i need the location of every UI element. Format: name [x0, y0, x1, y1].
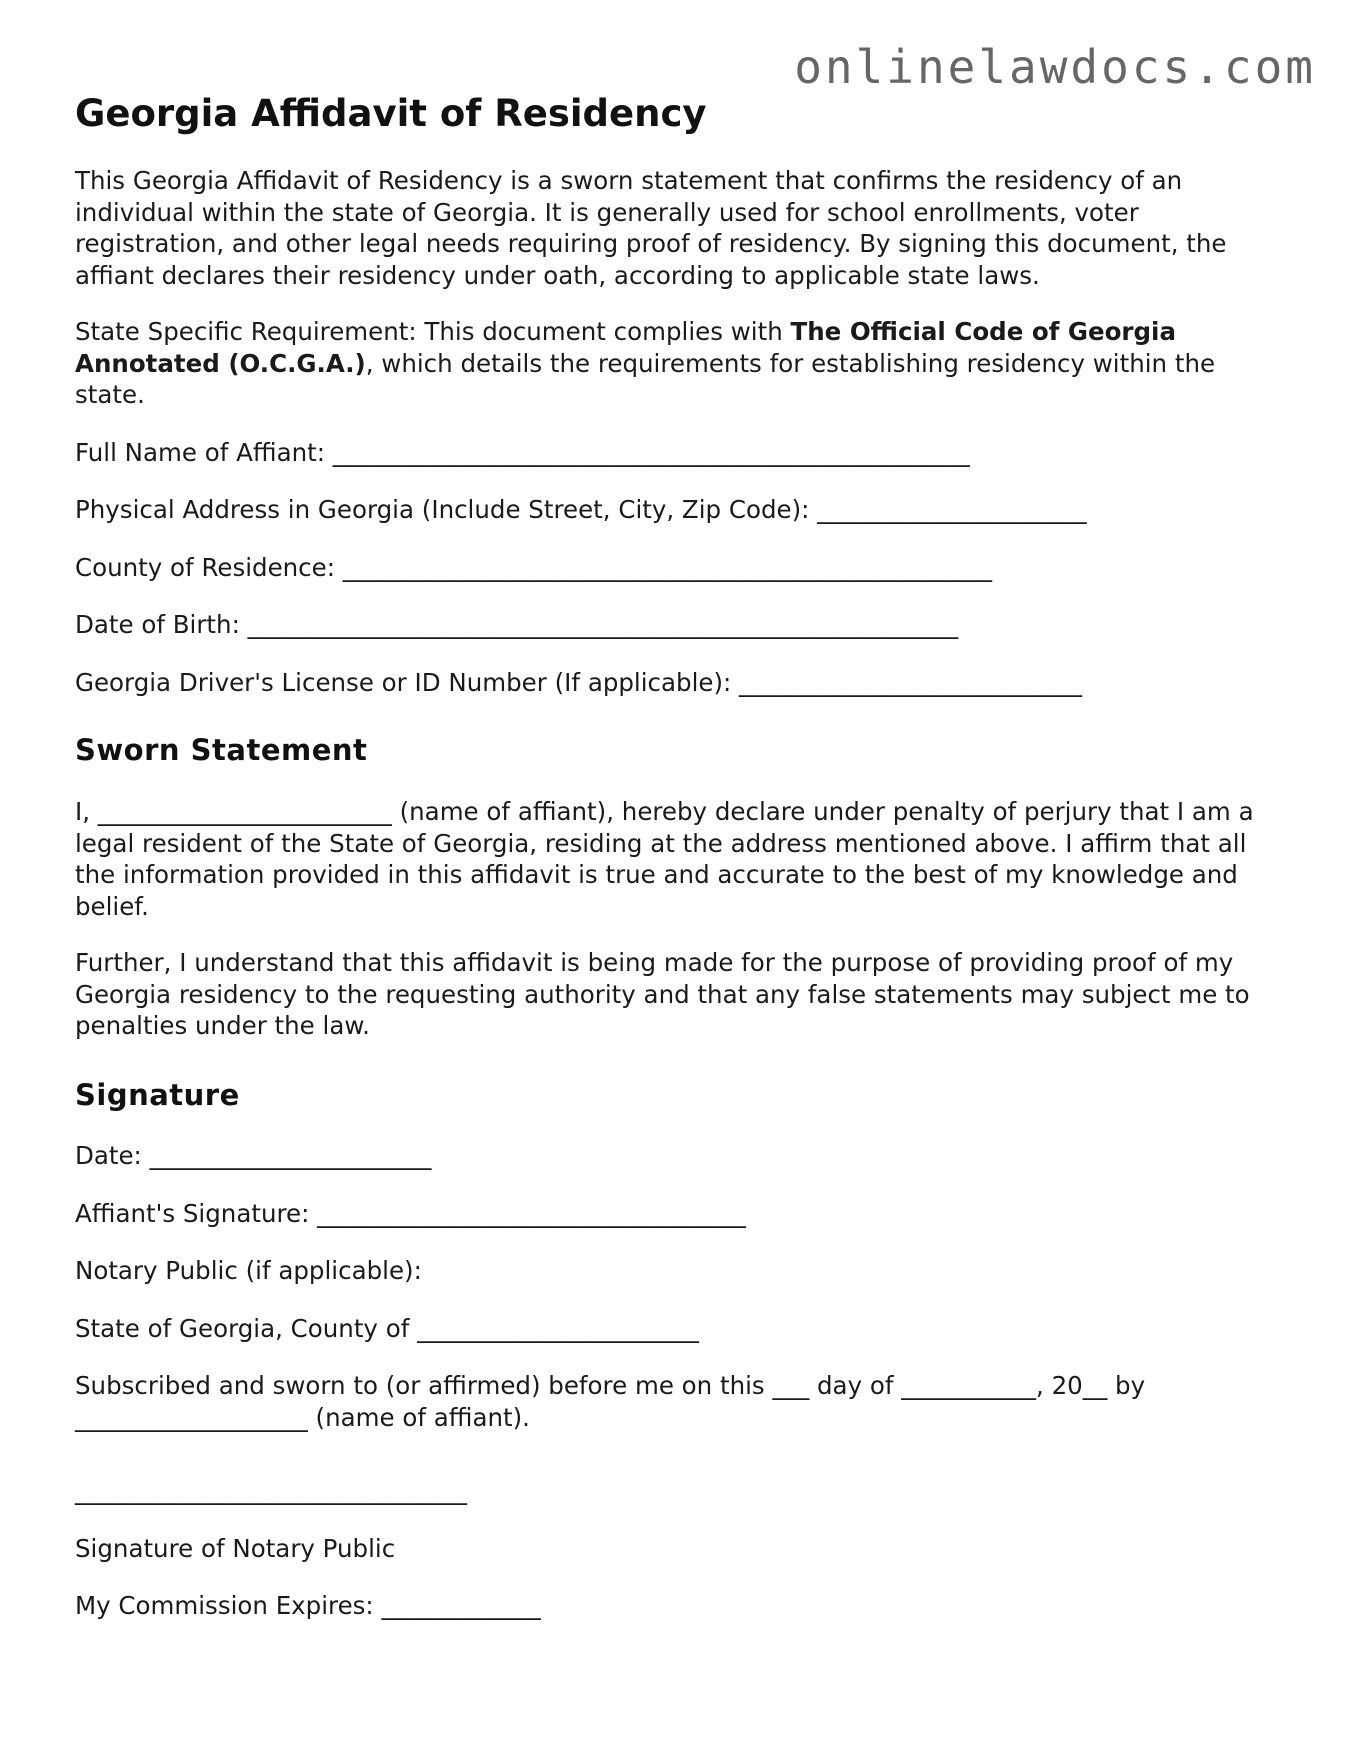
notary-public-label: Notary Public (if applicable): [75, 1256, 422, 1286]
notary-signature-label: Signature of Notary Public [75, 1533, 396, 1563]
county-field[interactable]: County of Residence: _____________________________________________________ [75, 552, 993, 582]
subscribed-sworn-field[interactable]: Subscribed and sworn to (or affirmed) before me on this ___ day of ___________, 20__ by ___________________ (name of affiant). [75, 1371, 1146, 1432]
sworn-statement-heading: Sworn Statement [75, 733, 368, 768]
full-name-field[interactable]: Full Name of Affiant: ____________________________________________________ [75, 437, 970, 467]
address-field[interactable]: Physical Address in Georgia (Include Street, City, Zip Code): ______________________ [75, 495, 1087, 525]
date-of-birth-field[interactable]: Date of Birth: __________________________________________________________ [75, 610, 959, 640]
notary-county-field[interactable]: State of Georgia, County of _______________________ [75, 1313, 699, 1343]
requirement-code-name: The Official Code of Georgia Annotated (O.C.G.A.) [75, 317, 1176, 378]
requirement-suffix: , which details the requirements for establishing residency within the state. [75, 348, 1216, 410]
state-requirement-paragraph [75, 316, 1275, 411]
signature-heading: Signature [75, 1077, 240, 1112]
affidavit-document [75, 92, 1275, 1622]
notary-signature-line[interactable]: ________________________________ [75, 1476, 467, 1506]
affiant-signature-field[interactable]: Affiant's Signature: ___________________________________ [75, 1198, 746, 1228]
sworn-statement-paragraph: I, ________________________ (name of affiant), hereby declare under penalty of perjury that I am a legal resident of the State of Georgia, residing at the address mentioned above. I affirm that all the information provided in this affidavit is true and accurate to the best of my knowledge and belief. [75, 797, 1254, 921]
watermark: onlinelawdocs.com [794, 40, 1316, 94]
document-title: Georgia Affidavit of Residency [75, 92, 707, 135]
understanding-paragraph: Further, I understand that this affidavit is being made for the purpose of providing proof of my Georgia residency to the requesting authority and that any false statements may subject me to penalties under the law. [75, 948, 1250, 1041]
license-number-field[interactable]: Georgia Driver's License or ID Number (If applicable): ____________________________ [75, 667, 1083, 697]
commission-expires-field[interactable]: My Commission Expires: _____________ [75, 1591, 541, 1621]
requirement-prefix: State Specific Requirement: This document complies with [75, 317, 791, 347]
date-field[interactable]: Date: _______________________ [75, 1141, 432, 1171]
intro-paragraph: This Georgia Affidavit of Residency is a sworn statement that confirms the residency of an individual within the state of Georgia. It is generally used for school enrollments, voter registration, and other legal needs requiring proof of residency. By signing this document, the affiant declares their residency under oath, according to applicable state laws. [75, 166, 1227, 290]
